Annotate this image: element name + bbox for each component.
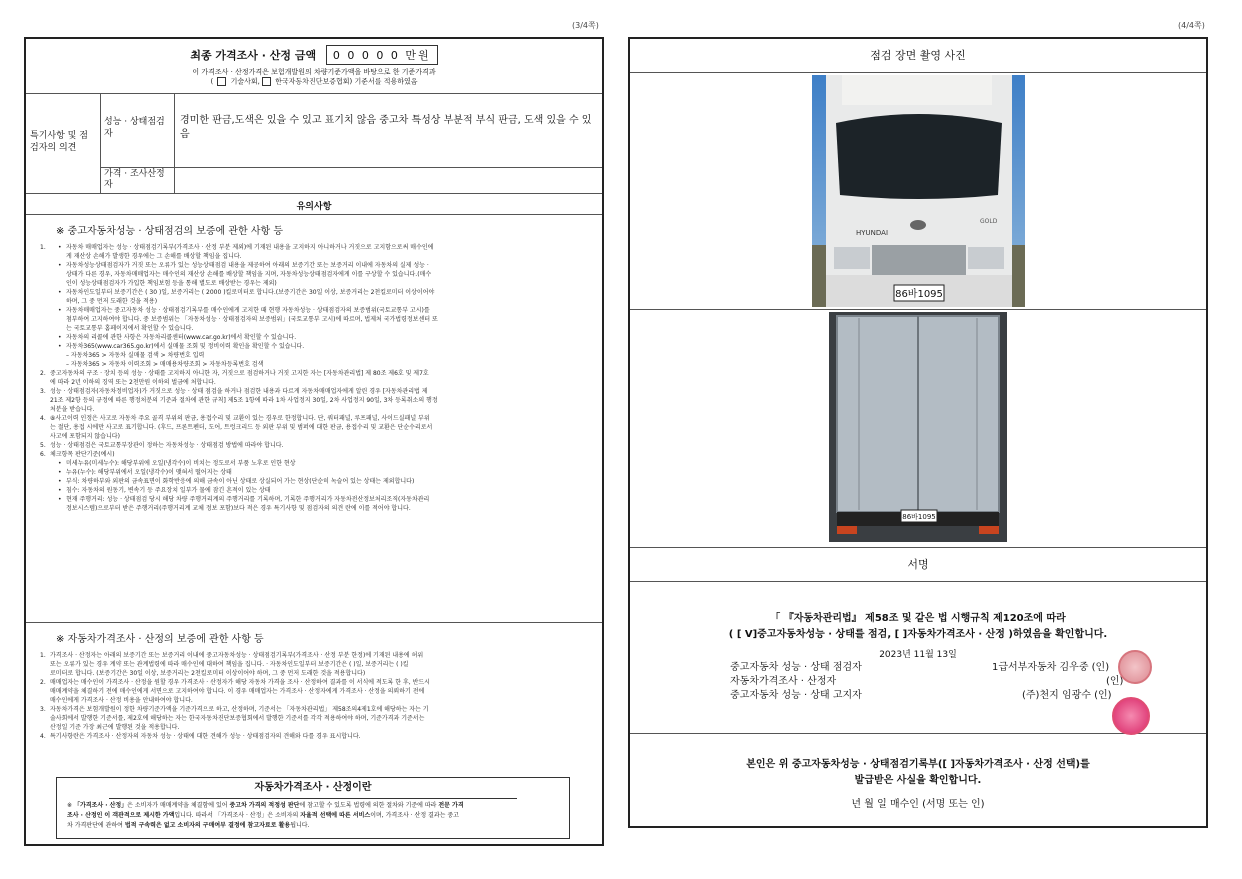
notice-item-text: 인이 성능상태점검자가 가입한 책임보험 등을 통해 별도로 배상받는 경우는 제외) [66, 280, 277, 287]
notice-item [40, 705, 590, 714]
notice-item-text: ⑧사고이력 인정은 사고로 자동차 주요 골격 부위의 판금, 용접수리 및 교환이 있는 경우로 한정합니다. 단, 쿼터패널, 루프패널, 사이드실패널 부위 [50, 415, 430, 422]
sign-title-row [630, 548, 1206, 582]
notice-item-text: 체크항목 판단기준(예시) [50, 451, 115, 458]
notice-item-text: 자동차성능상태점검자가 거짓 또는 오류가 있는 성능상태점검 내용을 제공하여 아래의 보증기간 또는 보증거리 이내에 자동차의 실제 성능 · [66, 262, 429, 269]
receipt-line-2: 발급받은 사실을 확인합니다. [854, 775, 982, 786]
section2-list [40, 651, 590, 741]
notice-item-text: 에 따라 2년 이하의 징역 또는 2천만원 이하의 벌금에 처합니다. [50, 379, 216, 386]
notice-title: 유의사항 [296, 202, 332, 212]
notice-item-number: 1. [40, 244, 46, 251]
notice-item-text: 자동차매매업자는 중고자동차 성능 · 상태점검기록부를 매수인에게 고지한 때 현행 자동차성능 · 상태점검자의 보증범위(국토교통부 고시)를 [66, 307, 430, 314]
definition-text: ※ 「가격조사 · 산정」은 소비자가 매매계약을 체결함에 있어 중고차 가격의 적정성 판단에 참고할 수 있도록 법령에 의한 절차와 기준에 따라 전문 가격 조사 · 산정인 이 객관적으로 제시한 가액입니다. 따라서 「가격조사 · 산정」은 소비자의 자율적 선택에 따른 서비스이며, 가격조사 · 산정 결과는 중고 차 가격판단에 관하여 법적 구속력은 없고 소비자의 구매여부 결정에 참고자료로 활용됩니다. [67, 802, 464, 829]
notice-item [40, 714, 590, 723]
receipt-divider [630, 733, 1206, 734]
notice-item [40, 477, 590, 486]
notice-item-text: 사고에 포함되지 않습니다) [50, 433, 120, 440]
model-text: GOLD [980, 218, 998, 225]
notice-item-text: 현재 주행거리: 성능 · 상태점검 당시 해당 차량 주행거리계의 주행거리를 기록하며, 기록한 주행거리가 자동차전산정보처리조직(자동차관리 [66, 496, 430, 503]
notice-item-text: 성능 · 상태점검은 국토교통부장관이 정하는 자동차성능 · 상태점검 방법에 따라야 합니다. [50, 442, 284, 449]
notice-item [40, 651, 590, 660]
notice-item [40, 660, 590, 669]
truck-front-photo [812, 75, 1025, 307]
headlight-right [968, 247, 1004, 269]
notice-item-number: 4. [40, 415, 46, 422]
section1-list [40, 243, 590, 513]
opinion-block [26, 94, 602, 194]
notice-item [40, 414, 590, 423]
notice-item-text: 중고자동차의 구조 · 장치 등의 성능 · 상태를 고지하지 아니한 자, 거짓으로 점검하거나 거짓 고지한 자는 [자동차관리법] 제 80조 제6호 및 제7호 [50, 370, 429, 377]
notice-title-row [26, 194, 602, 215]
perf-text: 경미한 판금,도색은 있을 수 있고 표기치 않음 중고차 특성상 부분적 부식 판금, 도색 있을 수 있음 [180, 115, 592, 140]
grille [872, 245, 966, 275]
signer-3: 중고자동차 성능 · 상태 고지자 (주)천지 임광수 (인) [730, 690, 1112, 701]
notice-item-number: 2. [40, 679, 46, 686]
notice-item [40, 432, 590, 441]
notice-item-text: 미세누유(미세누수): 해당부위에 오일(냉각수)이 비치는 정도로서 부품 노후로 인한 현상 [66, 460, 296, 467]
roof-box [842, 75, 992, 105]
notice-item [40, 360, 590, 369]
receipt-line-3: 년 월 일 매수인 (서명 또는 인) [851, 799, 985, 810]
notice-item-text: 부식: 차량하부와 외판의 금속표면이 화학반응에 의해 금속이 아닌 상태로 상실되어 가는 현상(단순히 녹슬어 있는 상태는 제외합니다) [66, 478, 415, 485]
notice-item-text: 자동차인도일부터 보증기간은 ( 30 )일, 보증거리는 ( 2000 )킬로미터로 합니다.(보증기간은 30일 이상, 보증거리는 2천킬로미터 이상이어야 [66, 289, 435, 296]
notice-item [40, 378, 590, 387]
perf-row [100, 94, 602, 168]
notice-item [40, 387, 590, 396]
final-amount-block [26, 39, 602, 94]
notice-item-text: 게 재산상 손해가 발생한 경우에는 그 손해를 배상할 책임을 집니다. [66, 253, 242, 260]
notice-item-text: 자동차가격은 보험개발원이 정한 차량기준가액을 기준가격으로 하고, 산정하며, 기준서는 「자동차관리법」 제58조의4제1호에 해당하는 자는 기 [50, 706, 429, 713]
seal-stamp-2 [1112, 697, 1150, 735]
notice-item-text: 는 국토교통부 홈페이지에서 확인할 수 있습니다. [66, 325, 194, 332]
photo-title: 점검 장면 촬영 사진 [870, 49, 966, 62]
price-label: 가격 · 조사산정자 [104, 169, 165, 190]
rear-light-left [837, 526, 857, 534]
notice-item-text: 로미터로 합니다. (보증기간은 30일 이상, 보증거리는 2천킬로미터 이상이어야 하며, 그 중 먼저 도래한 것을 적용합니다) [50, 670, 366, 677]
notice-item-text: 는 절단, 용접 시에만 사고로 표기합니다. (후드, 프론트펜더, 도어, 트렁크리드 등 외판 부위 및 범퍼에 대한 판금, 용접수리 및 교환은 단순수리로서 [50, 424, 433, 431]
final-amount-desc1: 이 가격조사 · 산정가격은 보험개발원의 차량기준가액을 바탕으로 한 기준가격과 [192, 68, 436, 76]
notice-item [40, 423, 590, 432]
notice-item-text: 하며, 그 중 먼저 도래한 것을 적용) [66, 298, 158, 305]
notice-item-number: 6. [40, 451, 46, 458]
notice-item-text: 상태가 다른 경우, 자동차매매업자는 매수인의 재산상 손해를 배상할 책임을 지며, 자동차성능상태점검자에게 이를 구상할 수 있습니다.(매수 [66, 271, 432, 278]
receipt-line-1: 본인은 위 중고자동차성능 · 상태점검기록부([ ]자동차가격조사 · 산정 선택)를 [746, 759, 1090, 770]
notice-item-number: 3. [40, 388, 46, 395]
notice-item-text: 처분을 받습니다. [50, 406, 95, 413]
final-amount-title: 최종 가격조사 · 산정 금액 [190, 49, 317, 62]
law-line-1: 「 『자동차관리법』 제58조 및 같은 법 시행규칙 제120조에 따라 [770, 613, 1066, 624]
notice-item-number: 3. [40, 706, 46, 713]
notice-item-number: 2. [40, 370, 46, 377]
notice-item-text: 자동차365(www.car365.go.kr)에서 실매물 조회 및 정비이력 확인을 확인할 수 있습니다. [66, 343, 305, 350]
signer-1: 중고자동차 성능 · 상태 점검자 1급서부자동차 김우중 (인) [730, 662, 1110, 673]
front-plate-text: 86바1095 [895, 289, 943, 300]
notice-item [40, 324, 590, 333]
opinion-label: 특기사항 및 점검자의 의견 [30, 131, 88, 153]
checkbox-kadwa[interactable] [262, 77, 271, 86]
final-amount-unit: 만원 [405, 49, 431, 62]
notice-item [40, 486, 590, 495]
notice-item [40, 369, 590, 378]
notice-item [40, 459, 590, 468]
sign-title: 서명 [907, 558, 929, 571]
notice-item [40, 279, 590, 288]
perf-label: 성능 · 상태점검자 [104, 117, 165, 139]
notice-item-text: 매매계약을 체결하기 전에 매수인에게 서면으로 고지하여야 합니다. 이 경우 매매업자는 가격조사 · 산정자에게 가격조사 · 산정을 의뢰하기 전에 [50, 688, 425, 695]
notice-item [40, 297, 590, 306]
windshield [836, 114, 1002, 199]
notice-item [40, 315, 590, 324]
notice-item [40, 732, 590, 741]
notice-item [40, 270, 590, 279]
notice-item [40, 333, 590, 342]
notice-item [40, 342, 590, 351]
page-number-left: (3/4쪽) [572, 21, 599, 30]
notice-item-text: 자동차의 리콜에 관한 사항은 자동차리콜센터(www.car.go.kr)에서 확인할 수 있습니다. [66, 334, 297, 341]
notice-item-number: 5. [40, 442, 46, 449]
rear-light-right [979, 526, 999, 534]
notice-item [40, 723, 590, 732]
notice-item [40, 678, 590, 687]
notice-item [40, 288, 590, 297]
notice-item [40, 306, 590, 315]
definition-box [56, 777, 570, 839]
back-plate-text: 86바1095 [902, 513, 936, 521]
notice-item [40, 252, 590, 261]
notice-item-text: 첨부하여 고지하여야 합니다. 중 보증범위는 「자동차성능 · 상태점검자의 보증범위」(국토교통부 고시)에 따르며, 법제처 국가법령정보센터 또 [66, 316, 438, 323]
notice-item [40, 687, 590, 696]
notice-item [40, 495, 590, 504]
notice-item [40, 243, 590, 252]
notice-item [40, 261, 590, 270]
price-row [100, 167, 602, 194]
notice-item [40, 396, 590, 405]
notice-item-number: 1. [40, 652, 46, 659]
notice-item-text: – 자동차365 > 자동차 실매물 검색 > 차량번호 입력 [66, 352, 205, 359]
notice-item-number: 4. [40, 733, 46, 740]
signer-row [730, 661, 1150, 703]
sign-date: 2023년 11월 13일 [879, 650, 957, 660]
notice-item-text: 정보시스템)으로부터 받은 주행거리(주행거리계 교체 정보 포함)보다 적은 경우 특기사항 및 점검자의 의견 란에 이를 적어야 합니다. [66, 505, 411, 512]
checkbox-tech-society[interactable] [217, 77, 226, 86]
notice-item-text: 매매업자는 매수인이 가격조사 · 산정을 원할 경우 가격조사 · 산정자가 해당 자동차 가격을 조사 · 산정하여 결과를 이 서식에 적도록 한 후, 반드시 [50, 679, 430, 686]
notice-item [40, 450, 590, 459]
notice-item [40, 504, 590, 513]
final-amount-desc2: ( 기술사회, 한국자동차진단보증협회) 기준서를 적용하였음 [210, 77, 418, 86]
photo-title-row [630, 39, 1206, 73]
section1-title: ※ 중고자동차성능 · 상태점검의 보증에 관한 사항 등 [56, 226, 284, 237]
notice-item-text: 21조 제2항 등의 규정에 따른 행정처분의 기준과 절차에 관한 규칙] 제5조 1항에 따라 1차 사업정지 30일, 2차 사업정지 90일, 3차 등록취소의 행정 [50, 397, 438, 404]
left-page [24, 37, 604, 846]
notice-item [40, 405, 590, 414]
signer-2: 자동차가격조사 · 산정자 (인) [730, 676, 1124, 687]
law-line-2: ( [ V]중고자동차성능 · 상태를 점검, [ ]자동차가격조사 · 산정 )하였음을 확인합니다. [728, 629, 1108, 640]
notice-item [40, 468, 590, 477]
final-amount-box [326, 45, 438, 65]
notice-item-text: 특기사항란은 가격조사 · 산정자의 자동차 성능 · 상태에 대한 견해가 성능 · 상태점검자의 견해와 다를 경우 표시합니다. [50, 733, 361, 740]
notice-item-text: 술사회에서 발행한 기준서를, 제2호에 해당하는 자는 한국자동차진단보증협회에서 발행한 기준서를 각각 적용하여야 하며, 기준가격과 기준서는 [50, 715, 425, 722]
notice-item-text: 자동차 매매업자는 성능 · 상태점검기록부(가격조사 · 산정 부분 제외)에 기재된 내용을 고지하지 아니하거나 거짓으로 고지함으로써 매수인에 [66, 244, 434, 251]
seal-stamp-1 [1118, 650, 1152, 684]
notice-item-text: 누유(누수): 해당부위에서 오일(냉각수)이 맺혀서 떨어지는 상태 [66, 469, 232, 476]
notice-item-text: – 자동차365 > 자동차 이력조회 > 매매용차량조회 > 자동차등록번호 검색 [66, 361, 264, 368]
notice-item [40, 669, 590, 678]
definition-title: 자동차가격조사 · 산정이란 [109, 778, 517, 799]
page-number-right: (4/4쪽) [1178, 21, 1205, 30]
notice-item-text: 산정일 기준 가장 최근에 발행된 것을 적용합니다. [50, 724, 180, 731]
brand-text: HYUNDAI [856, 229, 889, 237]
notice-item-text: 또는 오류가 있는 경우 계약 또는 관계법령에 따라 매수인에 대하여 책임을 집니다. · 자동차인도일부터 보증기간은 ( )일, 보증거리는 ( )킬 [50, 661, 409, 668]
headlight-left [834, 247, 870, 269]
final-amount-value: 0 0 0 0 0 [332, 49, 400, 62]
notice-item-text: 성능 · 상태점검자(자동차정비업자)가 거짓으로 성능 · 상태 점검을 하거나 점검한 내용과 다르게 자동차매매업자에게 알린 경우 [자동차관리법 제 [50, 388, 428, 395]
hyundai-logo [910, 220, 926, 230]
truck-back-photo [829, 312, 1007, 542]
notice-item [40, 696, 590, 705]
notice-item-text: 매수인에게 가격조사 · 산정 비용을 안내하여야 합니다. [50, 697, 193, 704]
notice-item [40, 351, 590, 360]
notice-item-text: 침수: 자동차의 원동기, 변속기 등 주요장치 일부가 물에 잠긴 흔적이 있는 상태 [66, 487, 271, 494]
notice-item-text: 가격조사 · 산정자는 아래의 보증기간 또는 보증거리 이내에 중고자동차성능 · 상태점검기록부(가격조사 · 산정 부분 한정)에 기재된 내용에 허위 [50, 652, 424, 659]
notice-item [40, 441, 590, 450]
section2-title: ※ 자동차가격조사 · 산정의 보증에 관한 사항 등 [56, 634, 264, 645]
